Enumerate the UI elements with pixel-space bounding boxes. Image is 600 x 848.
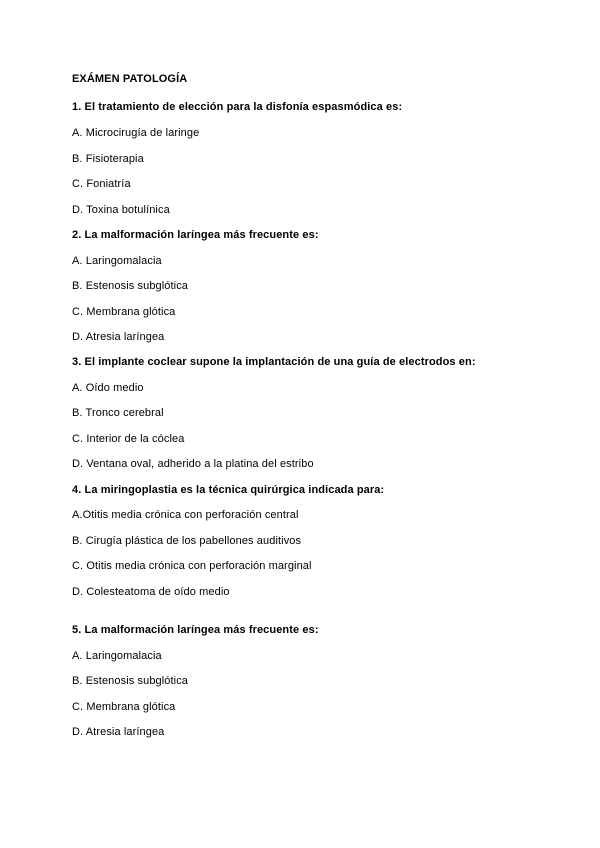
question-3-option-d: D. Ventana oval, adherido a la platina del estribo (72, 458, 314, 470)
question-3-option-b: B. Tronco cerebral (72, 407, 164, 419)
question-1-option-d: D. Toxina botulínica (72, 204, 170, 216)
question-1-option-c: C. Foniatría (72, 178, 131, 190)
question-4: 4. La miringoplastia es la técnica quirúrgica indicada para: (72, 484, 385, 496)
question-3-option-c: C. Interior de la cóclea (72, 433, 185, 445)
question-3: 3. El implante coclear supone la implantación de una guía de electrodos en: (72, 356, 476, 368)
question-4-option-a: A.Otitis media crónica con perforación central (72, 509, 299, 521)
question-3-option-a: A. Oído medio (72, 382, 144, 394)
question-2-option-d: D. Atresia laríngea (72, 331, 165, 343)
question-2-option-c: C. Membrana glótica (72, 306, 176, 318)
question-5-option-a: A. Laringomalacia (72, 650, 162, 662)
question-1-option-b: B. Fisioterapia (72, 153, 144, 165)
document-title: EXÁMEN PATOLOGÍA (72, 73, 188, 85)
question-2-option-b: B. Estenosis subglótica (72, 280, 189, 292)
question-2: 2. La malformación laríngea más frecuente es: (72, 229, 319, 241)
question-5: 5. La malformación laríngea más frecuente es: (72, 624, 319, 636)
question-4-option-d: D. Colesteatoma de oído medio (72, 586, 230, 598)
question-1-option-a: A. Microcirugía de laringe (72, 127, 200, 139)
question-4-option-b: B. Cirugía plástica de los pabellones auditivos (72, 535, 302, 547)
question-2-option-a: A. Laringomalacia (72, 255, 162, 267)
question-1: 1. El tratamiento de elección para la disfonía espasmódica es: (72, 101, 403, 113)
question-4-option-c: C. Otitis media crónica con perforación marginal (72, 560, 312, 572)
question-5-option-c: C. Membrana glótica (72, 701, 176, 713)
question-5-option-d: D. Atresia laríngea (72, 726, 165, 738)
question-5-option-b: B. Estenosis subglótica (72, 675, 189, 687)
